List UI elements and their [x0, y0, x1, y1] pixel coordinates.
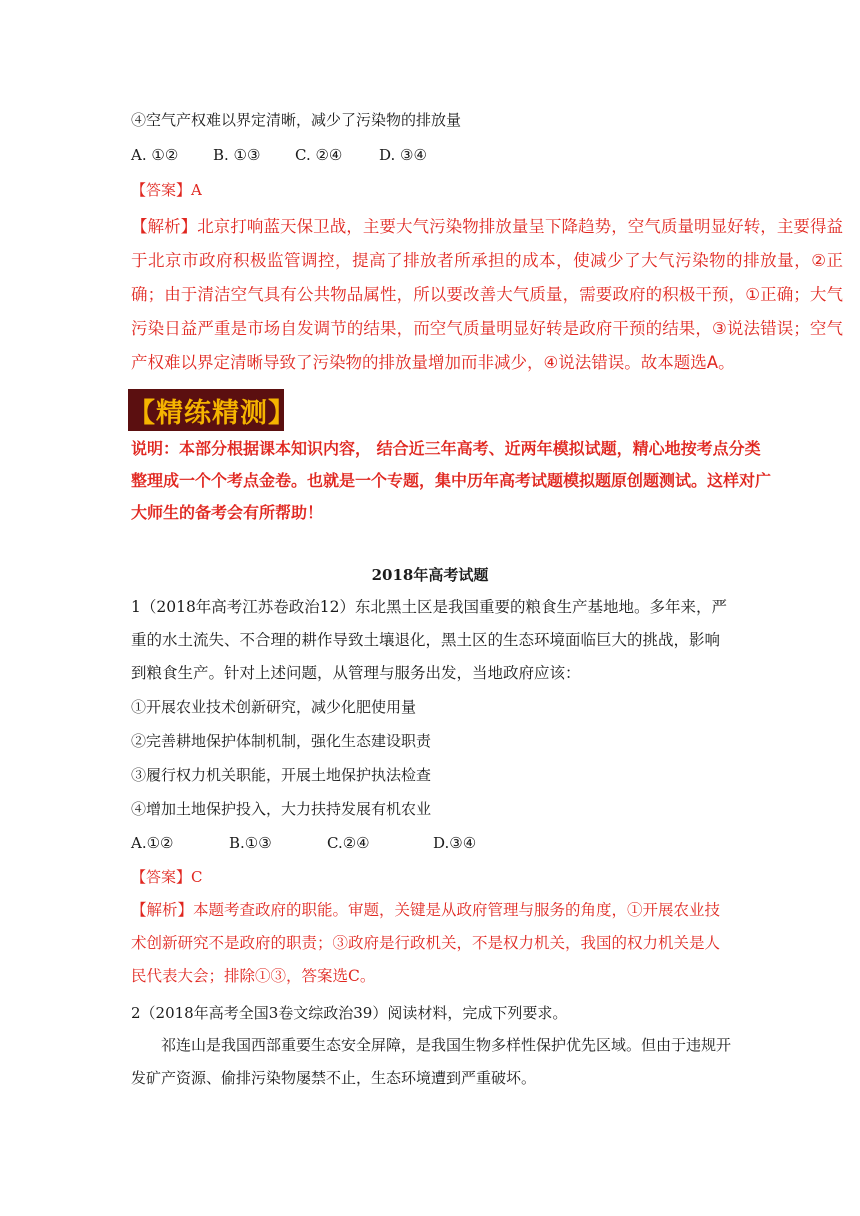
- section-heading: 2018年高考试题: [371, 566, 489, 584]
- q1-option-1: ①开展农业技术创新研究，减少化肥使用量: [131, 698, 417, 716]
- section-banner: [128, 389, 296, 431]
- q1-choice-a: A.①②: [131, 834, 174, 852]
- q1-option-2: ②完善耕地保护体制机制，强化生态建设职责: [131, 732, 432, 750]
- analysis-paragraph: 【解析】北京打响蓝天保卫战，主要大气污染物排放量呈下降趋势，空气质量明显好转，主要得益于北京市政府积极监管调控，提高了排放者所承担的成本，使减少了大气污染物的排放量，②正确；由于清洁空气具有公共物品属性，所以要改善大气质量，需要政府的积极干预，①正确；大气污染日益严重是市场自发调节的结果，而空气质量明显好转是政府干预的结果，③说法错误；空气产权难以界定清晰导致了污染物的排放量增加而非减少，④说法错误。故本题选A。: [131, 217, 843, 372]
- q1-analysis: [131, 894, 731, 993]
- choice-d: D. ③④: [379, 146, 427, 164]
- q1-analysis-text: 本题考查政府的职能。审题，关键是从政府管理与服务的角度，①开展农业技术创新研究不是政府的职责；③政府是行政机关，不是权力机关，我国的权力机关是人民代表大会；排除①③，答案选C。: [131, 901, 721, 985]
- choice-b: B. ①③: [213, 146, 261, 164]
- q1-choice-d: D.③④: [433, 834, 477, 852]
- q1-answer-tag: 【答案】: [131, 868, 192, 886]
- q1-option-4: ④增加土地保护投入，大力扶持发展有机农业: [131, 800, 432, 818]
- q1-analysis-tag: 【解析】: [131, 901, 194, 919]
- question-2-material: 祁连山是我国西部重要生态安全屏障，是我国生物多样性保护优先区域。但由于违规开发矿产资源、偷排污染物屡禁不止，生态环境遭到严重破坏。: [131, 1036, 732, 1087]
- choice-row: [131, 145, 427, 165]
- q1-choice-b: B.①③: [229, 834, 272, 852]
- section-note: 说明：本部分根据课本知识内容， 结合近三年高考、近两年模拟试题，精心地按考点分类整理成一个个考点金卷。也就是一个专题，集中历年高考试题模拟题原创题测试。这样对广大师生的备考会有所帮助！: [131, 439, 772, 522]
- q1-answer-value: C: [191, 868, 203, 886]
- answer-line: [131, 180, 202, 200]
- question-1-stem: 1（2018年高考江苏卷政治12）东北黑土区是我国重要的粮食生产基地地。多年来，严重的水土流失、不合理的耕作导致土壤退化，黑土区的生态环境面临巨大的挑战，影响到粮食生产。针对上述问题，从管理与服务出发，当地政府应该：: [131, 598, 728, 682]
- choice-c: C. ②④: [295, 146, 343, 164]
- q1-choice-c: C.②④: [327, 834, 370, 852]
- q1-option-3: ③履行权力机关职能，开展土地保护执法检查: [131, 766, 432, 784]
- choice-a: A. ①②: [131, 146, 179, 164]
- option-4-text: ④空气产权难以界定清晰，减少了污染物的排放量: [131, 111, 462, 129]
- answer-value: A: [191, 181, 202, 199]
- banner-label: 【精练精测】: [128, 397, 296, 429]
- q1-answer-line: [131, 867, 203, 887]
- q1-choice-row: [131, 833, 476, 853]
- answer-tag: 【答案】: [131, 181, 192, 199]
- question-2-stem: 2（2018年高考全国3卷文综政治39）阅读材料，完成下列要求。: [131, 1004, 568, 1022]
